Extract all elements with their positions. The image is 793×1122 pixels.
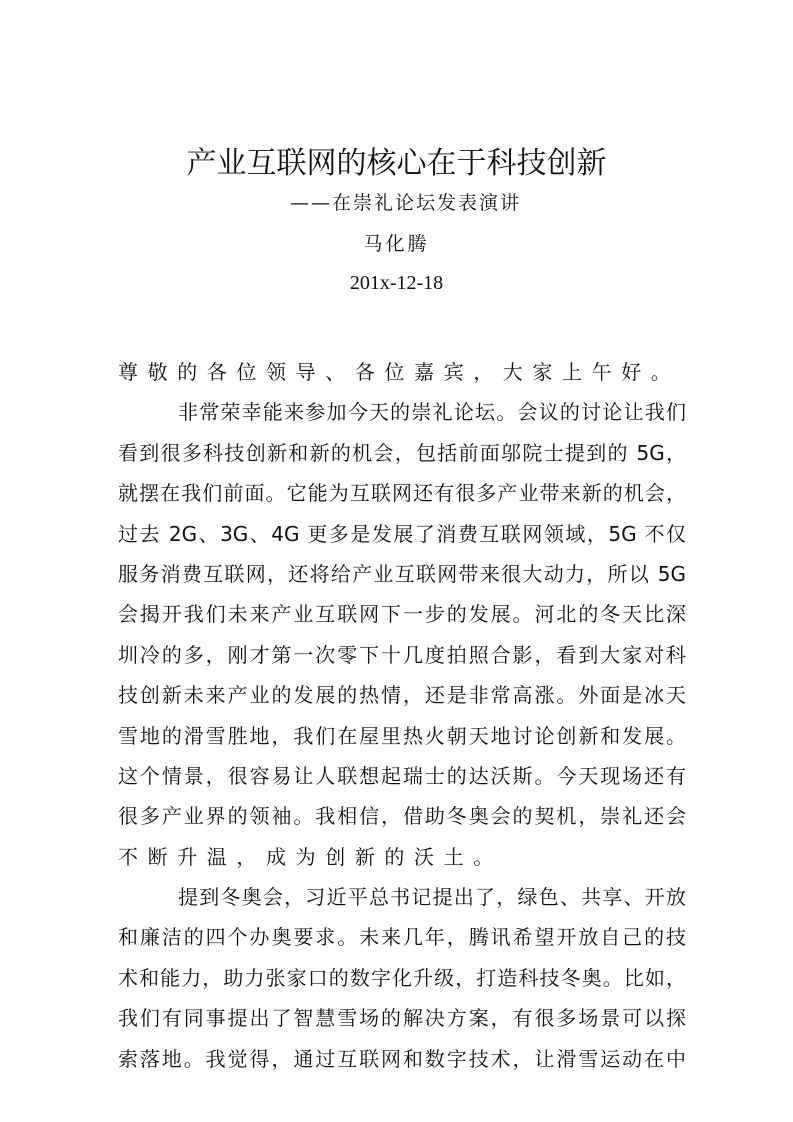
paragraph-line: 不断升温，成为创新的沃土。 — [118, 844, 503, 869]
paragraph-line: 雪地的滑雪胜地，我们在屋里热火朝天地讨论创新和发展。 — [118, 723, 686, 748]
document-title: 产业互联网的核心在于科技创新 — [186, 146, 607, 181]
document-body — [118, 352, 698, 1079]
paragraph-line: 就摆在我们前面。它能为互联网还有很多产业带来新的机会， — [118, 481, 686, 506]
paragraph-line: 圳冷的多，刚才第一次零下十几度拍照合影，看到大家对科 — [118, 642, 686, 667]
paragraph-line: 技创新未来产业的发展的热情，还是非常高涨。外面是冰天 — [118, 683, 686, 708]
paragraph-line: 服务消费互联网，还将给产业互联网带来很大动力，所以 5G — [118, 561, 686, 586]
paragraph-line: 术和能力，助力张家口的数字化升级，打造科技冬奥。比如， — [118, 965, 686, 990]
paragraph-line: 很多产业界的领袖。我相信，借助冬奥会的契机，崇礼还会 — [118, 804, 686, 829]
paragraph-line: 我们有同事提出了智慧雪场的解决方案，有很多场景可以探 — [118, 1006, 686, 1031]
greeting-line: 尊敬的各位领导、各位嘉宾，大家上午好。 — [118, 360, 681, 384]
paragraph-line: 过去 2G、3G、4G 更多是发展了消费互联网领域，5G 不仅 — [118, 521, 686, 546]
paragraph-line: 会揭开我们未来产业互联网下一步的发展。河北的冬天比深 — [118, 602, 686, 627]
paragraph-line: 索落地。我觉得，通过互联网和数字技术，让滑雪运动在中 — [118, 1046, 686, 1071]
paragraph-line: 看到很多科技创新和新的机会，包括前面邬院士提到的 5G， — [118, 440, 686, 465]
paragraph-line: 和廉洁的四个办奥要求。未来几年，腾讯希望开放自己的技 — [118, 925, 686, 950]
document-author: 马化腾 — [363, 233, 430, 255]
paragraph-line: 提到冬奥会，习近平总书记提出了，绿色、共享、开放 — [178, 885, 686, 910]
document-subtitle: ——在崇礼论坛发表演讲 — [289, 192, 521, 214]
paragraph-line: 这个情景，很容易让人联想起瑞士的达沃斯。今天现场还有 — [118, 763, 686, 788]
paragraph-line: 非常荣幸能来参加今天的崇礼论坛。会议的讨论让我们 — [178, 400, 686, 425]
document-date: 201x-12-18 — [349, 272, 444, 294]
